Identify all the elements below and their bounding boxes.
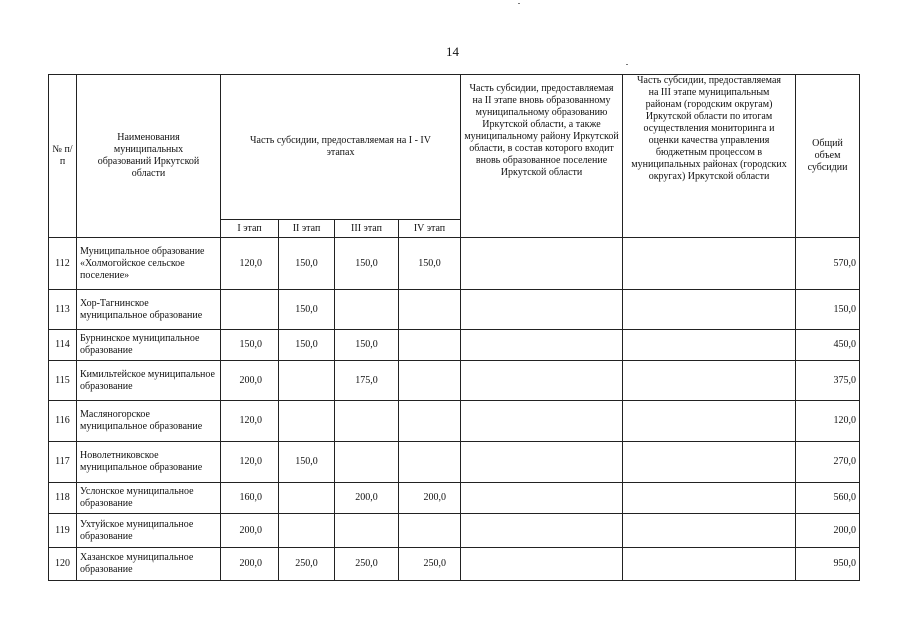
row-stage-2: [279, 514, 335, 548]
row-stage-4: 150,0: [399, 238, 461, 290]
row-stage-4: 200,0: [399, 483, 461, 514]
row-stage2-new: [461, 330, 623, 361]
row-stage2-new: [461, 401, 623, 442]
row-total: 150,0: [796, 290, 860, 330]
row-stage3-districts: [623, 483, 796, 514]
row-stage3-districts: [623, 361, 796, 401]
row-number: 118: [49, 483, 77, 514]
row-stage2-new: [461, 361, 623, 401]
row-stage-3: 150,0: [335, 330, 399, 361]
row-stage-1: 200,0: [221, 548, 279, 581]
row-number: 113: [49, 290, 77, 330]
column-header-stages: Часть субсидии, предоставляемая на I - IV этапах: [221, 75, 461, 220]
row-stage3-districts: [623, 330, 796, 361]
table-row: [49, 238, 860, 290]
row-stage-1: 160,0: [221, 483, 279, 514]
row-stage-3: [335, 290, 399, 330]
scan-artifact: [518, 3, 520, 4]
row-stage2-new: [461, 548, 623, 581]
row-total: 120,0: [796, 401, 860, 442]
row-total: 200,0: [796, 514, 860, 548]
row-stage-3: 150,0: [335, 238, 399, 290]
column-header-stage-1: I этап: [221, 220, 279, 238]
row-stage3-districts: [623, 238, 796, 290]
row-stage-4: [399, 330, 461, 361]
row-number: 117: [49, 442, 77, 483]
row-total: 570,0: [796, 238, 860, 290]
row-stage-1: 150,0: [221, 330, 279, 361]
column-header-stage-3: III этап: [335, 220, 399, 238]
row-total: 375,0: [796, 361, 860, 401]
column-header-stage-2: II этап: [279, 220, 335, 238]
row-stage-2: [279, 401, 335, 442]
scan-artifact: [626, 64, 628, 65]
row-stage-4: [399, 401, 461, 442]
table-row: [49, 548, 860, 581]
row-stage-1: 120,0: [221, 442, 279, 483]
row-stage3-districts: [623, 401, 796, 442]
row-stage2-new: [461, 238, 623, 290]
table-row: [49, 330, 860, 361]
table-row: [49, 401, 860, 442]
row-stage-3: 175,0: [335, 361, 399, 401]
table-row: [49, 361, 860, 401]
row-stage-1: 120,0: [221, 401, 279, 442]
table-row: [49, 514, 860, 548]
column-header-stage3-districts: Часть субсидии, предоставляемая на III этапе муниципальным районам (городским округам) Иркутской области по итогам осуществления мониторинга и оценки качества управления бюджетным процессом в муниципальных районах (городских округах) Иркутской области: [623, 75, 796, 238]
row-total: 270,0: [796, 442, 860, 483]
row-total: 950,0: [796, 548, 860, 581]
row-total: 560,0: [796, 483, 860, 514]
row-stage-2: 150,0: [279, 330, 335, 361]
row-number: 114: [49, 330, 77, 361]
subsidy-table: [48, 74, 860, 581]
row-stage-4: [399, 514, 461, 548]
row-stage-1: 200,0: [221, 514, 279, 548]
page-number: 14: [446, 44, 459, 59]
row-stage3-districts: [623, 548, 796, 581]
row-stage-4: [399, 442, 461, 483]
row-name: Хазанское муниципальное образование: [77, 548, 221, 581]
row-stage2-new: [461, 514, 623, 548]
row-stage-1: [221, 290, 279, 330]
row-name: Муниципальное образование «Холмогойское сельское поселение»: [77, 238, 221, 290]
column-header-stage-4: IV этап: [399, 220, 461, 238]
row-stage-2: 150,0: [279, 442, 335, 483]
row-stage-3: [335, 401, 399, 442]
row-number: 116: [49, 401, 77, 442]
column-header-total: Общий объем субсидии: [796, 75, 860, 238]
row-total: 450,0: [796, 330, 860, 361]
row-stage-1: 200,0: [221, 361, 279, 401]
row-stage-2: [279, 361, 335, 401]
row-number: 112: [49, 238, 77, 290]
table-row: [49, 442, 860, 483]
row-number: 119: [49, 514, 77, 548]
row-name: Ухтуйское муниципальное образование: [77, 514, 221, 548]
column-header-name: Наименования муниципальных образований Иркутской области: [77, 75, 221, 238]
row-name: Хор-Тагнинское муниципальное образование: [77, 290, 221, 330]
row-name: Бурнинское муниципальное образование: [77, 330, 221, 361]
row-stage-2: 150,0: [279, 238, 335, 290]
row-stage-3: [335, 514, 399, 548]
row-stage3-districts: [623, 514, 796, 548]
row-stage2-new: [461, 290, 623, 330]
row-stage2-new: [461, 442, 623, 483]
row-name: Услонское муниципальное образование: [77, 483, 221, 514]
row-stage-2: [279, 483, 335, 514]
row-stage-1: 120,0: [221, 238, 279, 290]
row-stage3-districts: [623, 290, 796, 330]
row-stage-2: 250,0: [279, 548, 335, 581]
column-header-stage2-new: Часть субсидии, предоставляемая на II этапе вновь образованному муниципальному образованию Иркутской области, а также муниципальному району Иркутской области, в состав которого входит вновь образованное поселение Иркутской области: [461, 75, 623, 238]
row-name: Масляногорское муниципальное образование: [77, 401, 221, 442]
row-number: 115: [49, 361, 77, 401]
row-stage-4: [399, 290, 461, 330]
row-stage-3: 250,0: [335, 548, 399, 581]
row-stage2-new: [461, 483, 623, 514]
row-stage-3: 200,0: [335, 483, 399, 514]
row-number: 120: [49, 548, 77, 581]
table-row: [49, 483, 860, 514]
row-name: Новолетниковское муниципальное образование: [77, 442, 221, 483]
row-stage-3: [335, 442, 399, 483]
row-stage-4: [399, 361, 461, 401]
column-header-number: № п/п: [49, 75, 77, 238]
row-name: Кимильтейское муниципальное образование: [77, 361, 221, 401]
row-stage-2: 150,0: [279, 290, 335, 330]
row-stage-4: 250,0: [399, 548, 461, 581]
row-stage3-districts: [623, 442, 796, 483]
table-row: [49, 290, 860, 330]
